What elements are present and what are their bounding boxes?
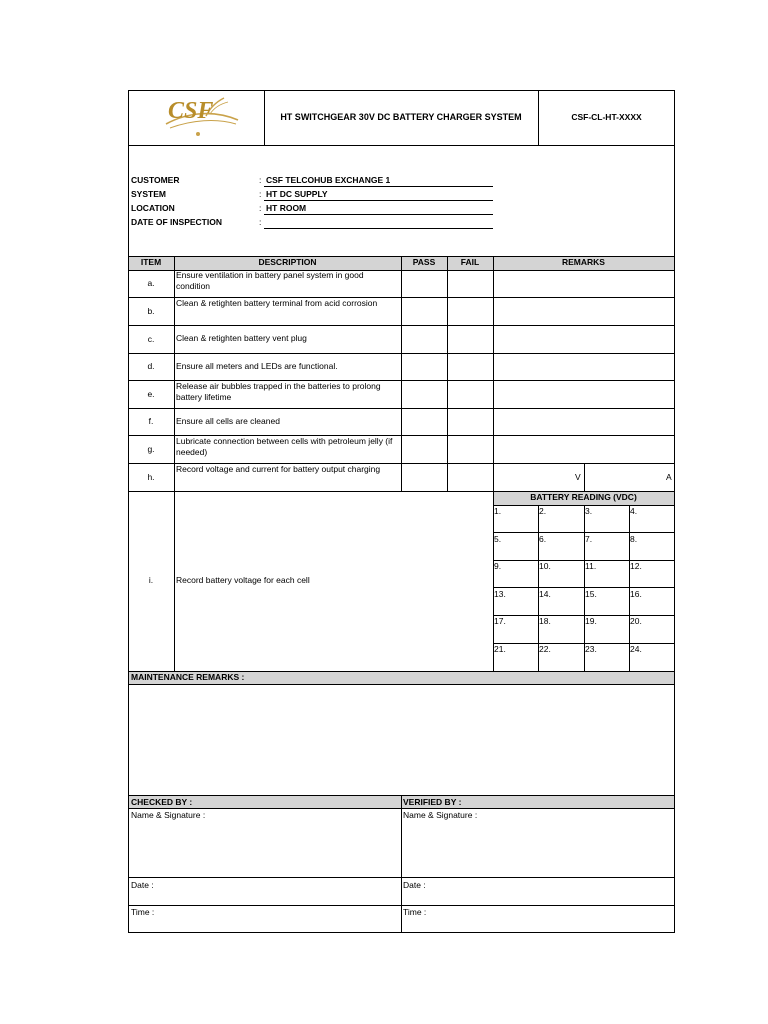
cell-label: 10. xyxy=(539,561,551,571)
cell-label: 4. xyxy=(630,506,638,516)
header-pass: PASS xyxy=(412,257,436,267)
colon: : xyxy=(259,189,262,199)
header-item: ITEM xyxy=(140,257,162,267)
checked-time-label: Time : xyxy=(131,907,155,917)
voltage-unit: V xyxy=(575,472,581,482)
info-value-system: HT DC SUPPLY xyxy=(266,189,328,199)
battery-reading-header: BATTERY READING (VDC) xyxy=(530,492,637,502)
row-item: e. xyxy=(147,389,155,399)
cell-label: 20. xyxy=(630,616,642,626)
cell-label: 9. xyxy=(494,561,502,571)
cell-label: 22. xyxy=(539,644,551,654)
cell-label: 13. xyxy=(494,589,506,599)
cell-label: 14. xyxy=(539,589,551,599)
row-item: a. xyxy=(147,278,155,288)
cell-label: 11. xyxy=(585,561,597,571)
row-description: Clean & retighten battery vent plug xyxy=(176,333,307,343)
info-value-customer: CSF TELCOHUB EXCHANGE 1 xyxy=(266,175,391,185)
row-description: Release air bubbles trapped in the batteries to prolong battery lifetime xyxy=(176,381,381,402)
form-title: HT SWITCHGEAR 30V DC BATTERY CHARGER SYSTEM xyxy=(280,112,522,122)
cell-label: 17. xyxy=(494,616,506,626)
row-item: b. xyxy=(147,306,155,316)
logo-text: CSF xyxy=(168,98,214,124)
verified-name-signature-label: Name & Signature : xyxy=(403,810,478,820)
maintenance-remarks-label: MAINTENANCE REMARKS : xyxy=(131,672,245,682)
cell-label: 5. xyxy=(494,534,502,544)
row-item: f. xyxy=(148,416,154,426)
checked-name-signature-label: Name & Signature : xyxy=(131,810,206,820)
header-fail: FAIL xyxy=(460,257,480,267)
row-item: i. xyxy=(148,575,154,585)
cell-label: 8. xyxy=(630,534,638,544)
colon: : xyxy=(259,203,262,213)
row-description: Record battery voltage for each cell xyxy=(176,575,310,585)
info-label-system: SYSTEM xyxy=(131,189,166,199)
row-description: Lubricate connection between cells with petroleum jelly (if needed) xyxy=(176,436,393,457)
info-label-customer: CUSTOMER xyxy=(131,175,180,185)
cell-label: 6. xyxy=(539,534,547,544)
info-label-location: LOCATION xyxy=(131,203,175,213)
row-description: Record voltage and current for battery output charging xyxy=(176,464,381,474)
info-label-date: DATE OF INSPECTION xyxy=(131,217,222,227)
header-description: DESCRIPTION xyxy=(258,257,317,267)
row-description: Clean & retighten battery terminal from acid corrosion xyxy=(176,298,378,308)
cell-label: 12. xyxy=(630,561,642,571)
verified-time-label: Time : xyxy=(403,907,427,917)
cell-label: 1. xyxy=(494,506,502,516)
cell-label: 24. xyxy=(630,644,642,654)
colon: : xyxy=(259,175,262,185)
row-description: Ensure ventilation in battery panel system in good condition xyxy=(176,270,364,291)
info-underline xyxy=(264,214,493,215)
current-unit: A xyxy=(666,472,672,482)
row-item: g. xyxy=(147,444,155,454)
row-description: Ensure all meters and LEDs are functional. xyxy=(176,361,338,371)
row-item: d. xyxy=(147,361,155,371)
cell-label: 16. xyxy=(630,589,642,599)
row-item: c. xyxy=(147,334,155,344)
verified-date-label: Date : xyxy=(403,880,426,890)
cell-label: 3. xyxy=(585,506,593,516)
info-underline xyxy=(264,228,493,229)
info-value-location: HT ROOM xyxy=(266,203,307,213)
cell-label: 18. xyxy=(539,616,551,626)
verified-by-label: VERIFIED BY : xyxy=(403,797,462,807)
cell-label: 2. xyxy=(539,506,547,516)
maintenance-remarks-area[interactable] xyxy=(129,685,674,795)
info-underline xyxy=(264,200,493,201)
colon: : xyxy=(259,217,262,227)
checked-by-label: CHECKED BY : xyxy=(131,797,193,807)
row-description: Ensure all cells are cleaned xyxy=(176,416,280,426)
cell-label: 15. xyxy=(585,589,597,599)
cell-label: 21. xyxy=(494,644,506,654)
row-item: h. xyxy=(147,472,155,482)
info-underline xyxy=(264,186,493,187)
cell-label: 23. xyxy=(585,644,597,654)
doc-code: CSF-CL-HT-XXXX xyxy=(571,112,642,122)
header-remarks: REMARKS xyxy=(562,257,605,267)
cell-label: 7. xyxy=(585,534,593,544)
cell-label: 19. xyxy=(585,616,597,626)
checked-date-label: Date : xyxy=(131,880,154,890)
csf-logo xyxy=(158,94,242,140)
